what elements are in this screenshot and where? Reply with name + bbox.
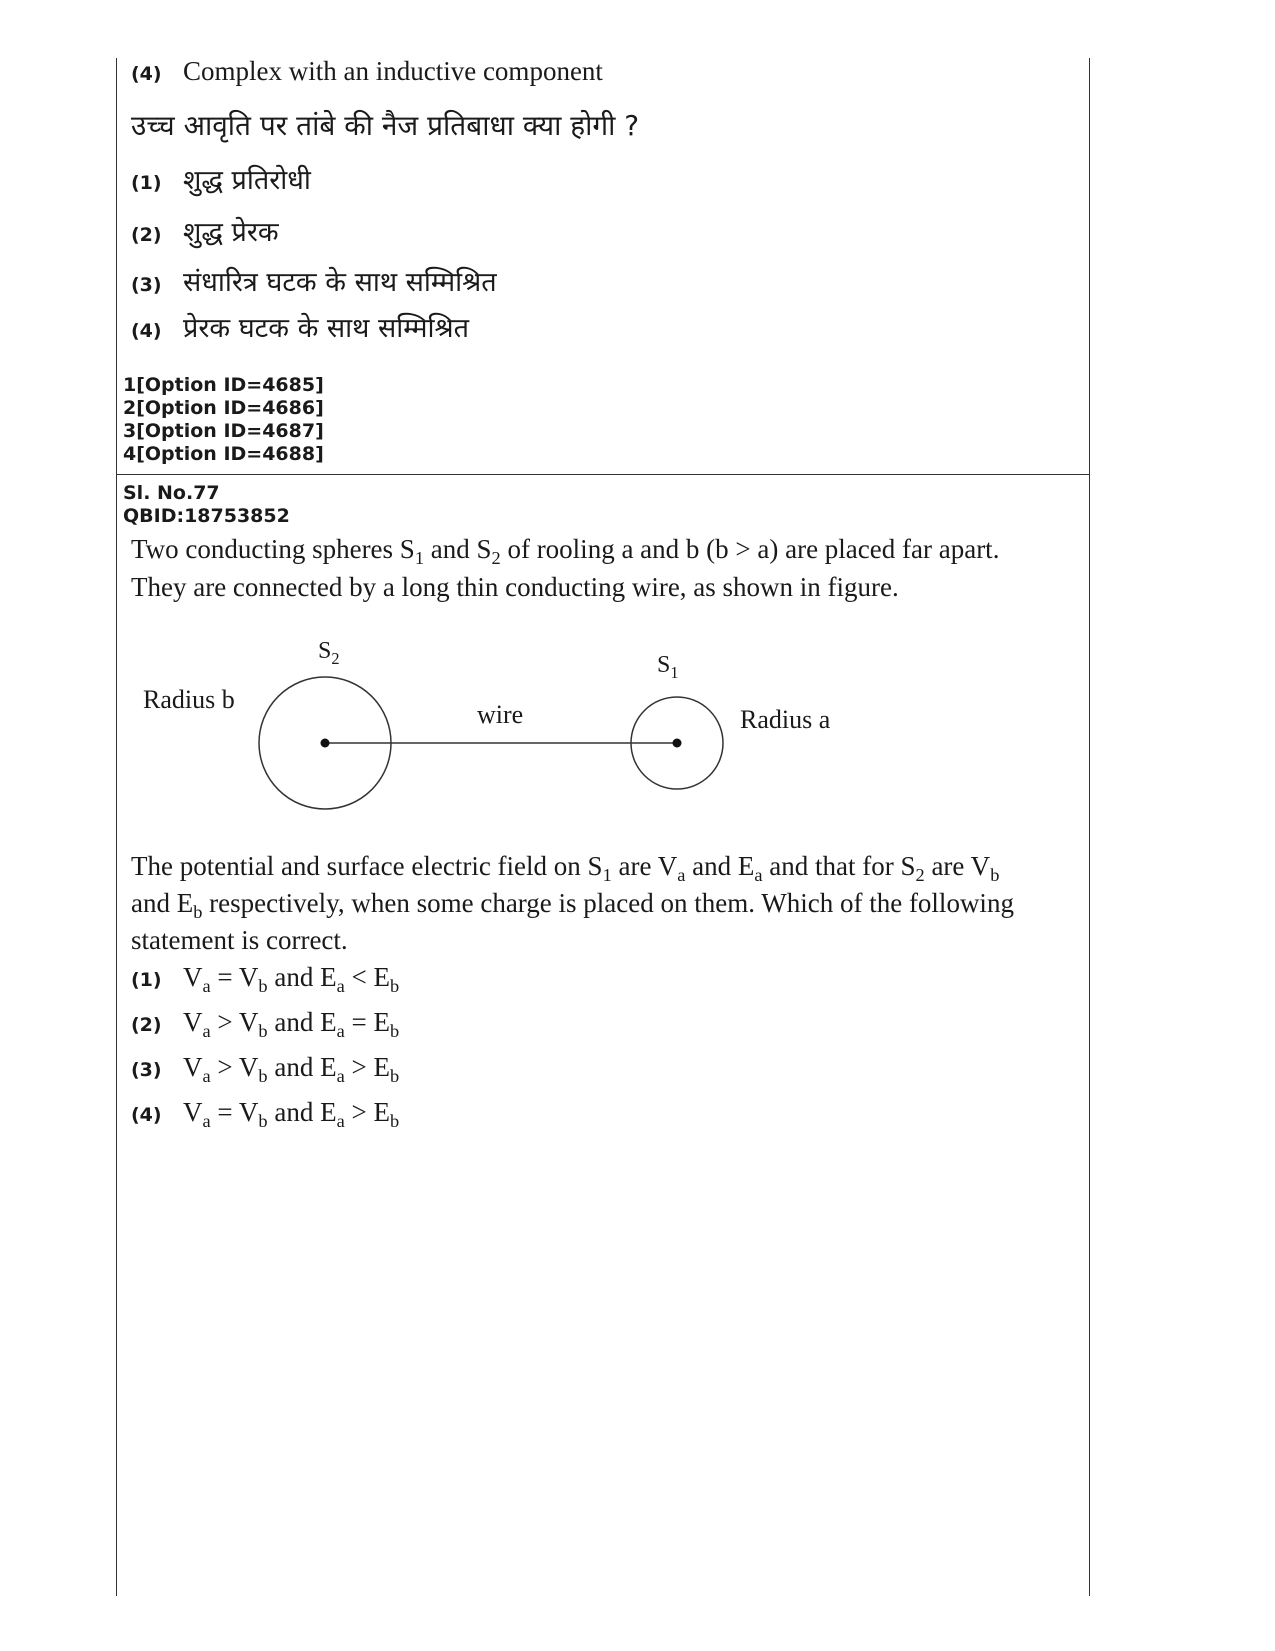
question-header xyxy=(123,482,290,528)
option-id-3: 3[Option ID=4687] xyxy=(123,420,324,442)
center-dot-s2 xyxy=(321,739,330,748)
option-expression: $V_a > V_b$ and $E_a > E_b$ xyxy=(183,1052,400,1086)
left-border xyxy=(116,58,117,1596)
option-id-list xyxy=(123,374,324,466)
answer-option-1 xyxy=(131,962,400,996)
option-number: (4) xyxy=(131,1104,162,1126)
option-id-2: 2[Option ID=4686] xyxy=(123,397,324,419)
option-text: प्रेरक घटक के साथ सम्मिश्रित xyxy=(183,313,469,344)
label-s1: $S_1$ xyxy=(657,652,679,682)
question-stem-line-2: They are connected by a long thin conducting wire, as shown in figure. xyxy=(131,572,899,602)
serial-number: Sl. No.77 xyxy=(123,482,220,504)
answer-option-4 xyxy=(131,1097,400,1131)
question-body-line-2: and $E_b$ respectively, when some charge is placed on them. Which of the following xyxy=(131,888,1014,922)
question-body-line-1: The potential and surface electric field on $S_1$ are $V_a$ and $E_a$ and that for $S_2$ are $V_b$ xyxy=(131,851,1000,885)
label-radius-b: Radius b xyxy=(143,685,235,714)
option-id-1: 1[Option ID=4685] xyxy=(123,374,324,396)
option-number: (1) xyxy=(131,172,162,194)
hindi-option-2 xyxy=(131,212,279,249)
option-number: (4) xyxy=(131,63,162,85)
option-number: (2) xyxy=(131,1014,162,1036)
hindi-option-4 xyxy=(131,308,469,345)
question-stem-line-1: Two conducting spheres $S_1$ and $S_2$ of rooling a and b (b > a) are placed far apart. xyxy=(131,534,1000,568)
option-expression: $V_a = V_b$ and $E_a < E_b$ xyxy=(183,962,400,996)
label-s2: $S_2$ xyxy=(318,638,340,668)
answer-option-2 xyxy=(131,1007,400,1041)
label-radius-a: Radius a xyxy=(740,705,831,734)
hindi-option-1 xyxy=(131,160,311,197)
option-text: शुद्ध प्रेरक xyxy=(183,217,279,248)
option-expression: $V_a = V_b$ and $E_a > E_b$ xyxy=(183,1097,400,1131)
question-body-line-3: statement is correct. xyxy=(131,925,348,955)
option-text: संधारित्र घटक के साथ सम्मिश्रित xyxy=(183,267,497,298)
option-id-4: 4[Option ID=4688] xyxy=(123,443,324,465)
right-border xyxy=(1089,58,1090,1596)
qbid: QBID:18753852 xyxy=(123,505,290,527)
hindi-option-3 xyxy=(131,262,497,299)
option-number: (3) xyxy=(131,274,162,296)
option-number: (1) xyxy=(131,969,162,991)
option-text: Complex with an inductive component xyxy=(183,56,603,86)
hindi-question: उच्च आवृति पर तांबे की नैज प्रतिबाधा क्या होगी ? xyxy=(131,109,640,142)
question-divider xyxy=(116,474,1090,475)
option-text: शुद्ध प्रतिरोधी xyxy=(183,165,311,196)
option-number: (4) xyxy=(131,320,162,342)
center-dot-s1 xyxy=(673,739,682,748)
answer-option-3 xyxy=(131,1052,400,1086)
option-expression: $V_a > V_b$ and $E_a = E_b$ xyxy=(183,1007,400,1041)
prev-option-4 xyxy=(131,56,603,87)
option-number: (3) xyxy=(131,1059,162,1081)
option-number: (2) xyxy=(131,224,162,246)
label-wire: wire xyxy=(477,700,524,729)
